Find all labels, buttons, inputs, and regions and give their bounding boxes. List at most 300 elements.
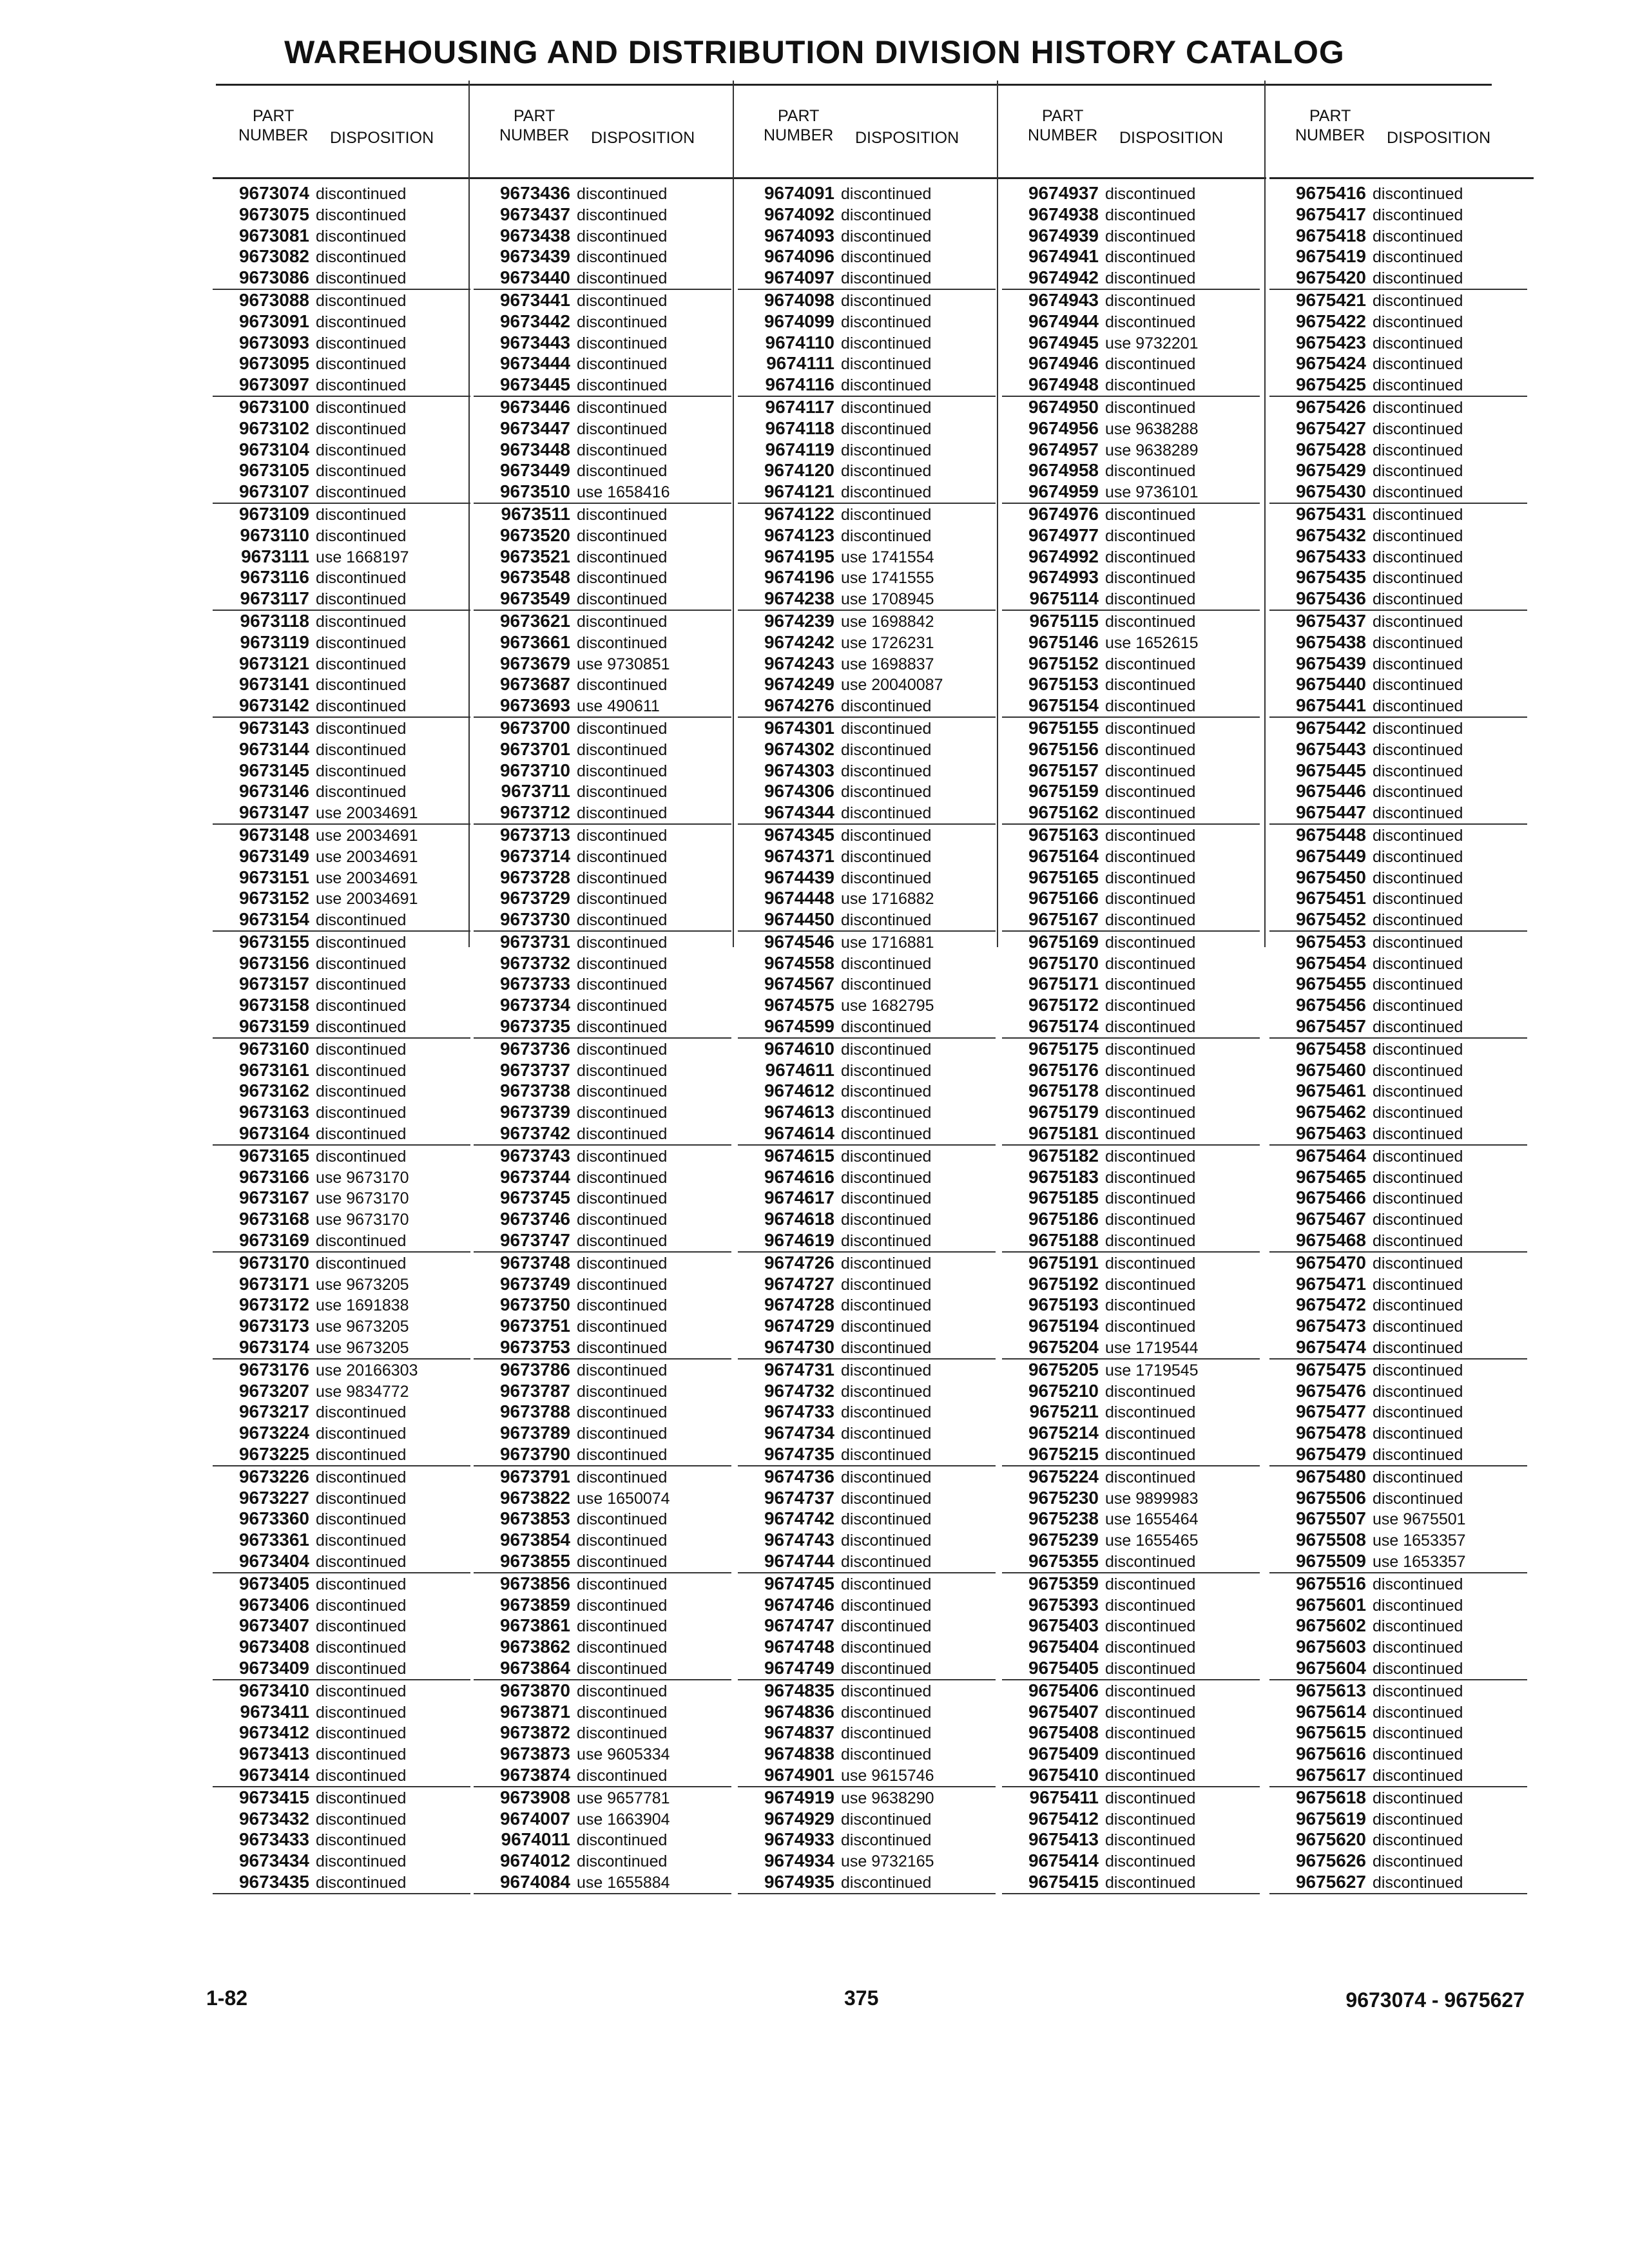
part-number: 9675420 (1295, 267, 1366, 288)
disposition: discontinued (316, 1040, 407, 1059)
disposition: use 9673170 (316, 1168, 409, 1187)
table-row (474, 1744, 731, 1765)
table-row (738, 760, 996, 782)
table-row (474, 1637, 731, 1658)
disposition: discontinued (316, 719, 407, 738)
part-number: 9675465 (1295, 1166, 1366, 1187)
disposition: discontinued (841, 291, 932, 310)
disposition: discontinued (316, 1596, 407, 1615)
table-row (1002, 311, 1260, 332)
table-row (213, 1360, 470, 1381)
part-number: 9673086 (238, 267, 309, 288)
part-number: 9673082 (238, 246, 309, 267)
part-number: 9674957 (1028, 439, 1099, 459)
disposition: use 1650074 (577, 1489, 670, 1508)
part-number: 9673145 (238, 760, 309, 780)
part-number: 9675167 (1028, 909, 1099, 930)
table-row (738, 1423, 996, 1444)
part-number: 9675452 (1295, 909, 1366, 930)
disposition: discontinued (841, 419, 932, 438)
disposition: discontinued (316, 655, 407, 673)
disposition: discontinued (841, 1232, 932, 1251)
table-row (738, 1744, 996, 1765)
disposition: discontinued (1105, 1468, 1196, 1486)
part-number: 9675155 (1028, 717, 1099, 738)
table-row (1269, 1167, 1527, 1188)
table-row (738, 695, 996, 716)
disposition: discontinued (316, 185, 407, 203)
part-number: 9675626 (1295, 1850, 1366, 1871)
disposition: discontinued (316, 1403, 407, 1422)
disposition: discontinued (316, 612, 407, 631)
part-number: 9674450 (764, 909, 834, 930)
row-group (1269, 825, 1527, 932)
table-row (474, 674, 731, 695)
table-row (738, 1488, 996, 1509)
table-row (738, 974, 996, 995)
part-number: 9674119 (765, 439, 834, 459)
part-number: 9675157 (1028, 760, 1099, 780)
disposition: discontinued (577, 1403, 668, 1422)
part-number: 9674371 (764, 845, 834, 866)
row-group (213, 1466, 470, 1573)
table-row (213, 1146, 470, 1167)
part-number-header: PART NUMBER (764, 107, 834, 144)
disposition: discontinued (577, 911, 668, 930)
part-number: 9675449 (1295, 845, 1366, 866)
part-number: 9675454 (1295, 952, 1366, 973)
part-number: 9673445 (499, 374, 570, 395)
disposition: use 20034691 (316, 847, 418, 866)
disposition: discontinued (1105, 1789, 1196, 1807)
disposition: discontinued (1373, 1489, 1463, 1508)
disposition: discontinued (577, 462, 668, 481)
page-number: 375 (844, 1986, 879, 2010)
disposition: discontinued (1373, 1852, 1463, 1871)
table-row (1002, 953, 1260, 974)
table-row (213, 1744, 470, 1765)
disposition: use 1652615 (1105, 633, 1199, 652)
part-number: 9673433 (238, 1829, 309, 1850)
part-number: 9674117 (765, 396, 834, 417)
table-row (1002, 1423, 1260, 1444)
table-row (738, 1230, 996, 1251)
table-row (738, 397, 996, 418)
part-number: 9675466 (1295, 1187, 1366, 1208)
table-row (474, 311, 731, 332)
part-number: 9674937 (1028, 183, 1099, 203)
table-row (1269, 1765, 1527, 1786)
part-number: 9673734 (499, 995, 570, 1015)
disposition: discontinued (841, 1339, 932, 1358)
part-number: 9674735 (764, 1444, 834, 1465)
row-group (1269, 1146, 1527, 1253)
table-row (474, 1595, 731, 1616)
row-group (1002, 183, 1260, 290)
disposition: discontinued (1105, 1211, 1196, 1229)
table-row (1002, 1466, 1260, 1488)
row-group (474, 1466, 731, 1573)
table-row (738, 226, 996, 247)
disposition: discontinued (841, 1382, 932, 1401)
disposition: discontinued (1105, 1275, 1196, 1294)
disposition: discontinued (841, 227, 932, 245)
part-number: 9674302 (764, 738, 834, 759)
disposition: discontinued (316, 1682, 407, 1700)
part-number: 9674837 (764, 1722, 834, 1743)
part-number: 9675450 (1295, 867, 1366, 887)
table-row (1002, 1123, 1260, 1144)
part-number: 9675445 (1295, 760, 1366, 780)
disposition: discontinued (1373, 462, 1463, 481)
disposition: discontinued (1373, 355, 1463, 374)
table-row (1269, 1316, 1527, 1337)
disposition: discontinued (841, 355, 932, 374)
table-row (474, 353, 731, 374)
part-number: 9674935 (764, 1871, 834, 1892)
disposition: discontinued (1373, 1189, 1463, 1208)
disposition: discontinued (1373, 1339, 1463, 1358)
part-number: 9675421 (1295, 289, 1366, 310)
disposition: use 20040087 (841, 676, 943, 695)
disposition: discontinued (1105, 185, 1196, 203)
part-number: 9675463 (1295, 1123, 1366, 1144)
disposition: discontinued (841, 1510, 932, 1529)
part-number: 9674546 (764, 931, 834, 952)
disposition: discontinued (1373, 441, 1463, 459)
table-row (474, 397, 731, 418)
table-row (474, 588, 731, 610)
part-number: 9674243 (764, 653, 834, 673)
table-row (1002, 1530, 1260, 1551)
disposition: discontinued (1373, 334, 1463, 352)
table-row (474, 825, 731, 846)
disposition: discontinued (1373, 1147, 1463, 1166)
disposition: discontinued (577, 612, 668, 631)
disposition: discontinued (1373, 933, 1463, 952)
table-row (1269, 611, 1527, 632)
part-number: 9675508 (1295, 1530, 1366, 1550)
disposition: discontinued (577, 590, 668, 609)
part-number: 9673409 (238, 1657, 309, 1678)
table-row (1269, 1658, 1527, 1679)
disposition: discontinued (841, 1468, 932, 1486)
part-number: 9675476 (1295, 1380, 1366, 1401)
column-header (738, 87, 1002, 179)
disposition: discontinued (1105, 1873, 1196, 1892)
disposition: use 9675501 (1373, 1510, 1466, 1529)
table-row (213, 481, 470, 503)
table-row (474, 1039, 731, 1060)
disposition: discontinued (316, 1810, 407, 1829)
table-row (474, 1423, 731, 1444)
row-group (213, 290, 470, 397)
table-row (1269, 1530, 1527, 1551)
disposition: discontinued (1105, 612, 1196, 631)
part-number: 9675407 (1028, 1701, 1099, 1722)
disposition: use 1691838 (316, 1296, 409, 1315)
part-number: 9673226 (238, 1466, 309, 1486)
part-number: 9675204 (1028, 1337, 1099, 1358)
table-row (1002, 1787, 1260, 1809)
part-number: 9675615 (1295, 1722, 1366, 1743)
disposition: discontinued (316, 1018, 407, 1037)
part-number: 9673159 (238, 1016, 309, 1037)
table-row (213, 1209, 470, 1230)
part-number: 9675439 (1295, 653, 1366, 673)
part-number: 9675188 (1028, 1230, 1099, 1251)
disposition: discontinued (1373, 548, 1463, 566)
table-row (1002, 1573, 1260, 1595)
disposition: use 1716882 (841, 890, 934, 908)
part-number: 9673119 (240, 631, 309, 652)
disposition: discontinued (1373, 1382, 1463, 1401)
part-number: 9675408 (1028, 1722, 1099, 1743)
part-number: 9673710 (499, 760, 570, 780)
disposition: discontinued (316, 1831, 407, 1850)
disposition: use 1719545 (1105, 1361, 1199, 1379)
disposition: discontinued (316, 1873, 407, 1892)
part-number: 9674619 (764, 1230, 834, 1251)
disposition: discontinued (841, 1296, 932, 1315)
row-group (1269, 290, 1527, 397)
part-number: 9674110 (765, 332, 834, 352)
part-number-header: PART NUMBER (1028, 107, 1098, 144)
table-row (1269, 825, 1527, 846)
disposition: discontinued (577, 1254, 668, 1273)
table-row (213, 1123, 470, 1144)
part-number: 9675464 (1295, 1145, 1366, 1166)
table-row (474, 183, 731, 204)
disposition: discontinued (1105, 1575, 1196, 1593)
part-number: 9673731 (499, 931, 570, 952)
table-row (1269, 1637, 1527, 1658)
disposition: discontinued (1373, 890, 1463, 908)
part-number: 9675474 (1295, 1337, 1366, 1358)
disposition: discontinued (577, 355, 668, 374)
disposition: discontinued (841, 1361, 932, 1379)
part-number: 9673448 (499, 439, 570, 459)
table-row (738, 1167, 996, 1188)
part-number: 9673750 (499, 1294, 570, 1315)
row-group (474, 397, 731, 504)
table-row (738, 1123, 996, 1144)
disposition-header: DISPOSITION (1387, 129, 1491, 147)
table-row (474, 1274, 731, 1295)
part-number: 9674934 (764, 1850, 834, 1871)
part-number: 9673872 (499, 1722, 570, 1743)
part-number: 9674613 (764, 1102, 834, 1122)
part-number: 9675604 (1295, 1657, 1366, 1678)
part-number: 9675462 (1295, 1102, 1366, 1122)
disposition: discontinued (1373, 911, 1463, 930)
disposition: discontinued (1105, 740, 1196, 759)
disposition: discontinued (577, 1296, 668, 1315)
table-row (213, 1274, 470, 1295)
disposition: use 1698842 (841, 612, 934, 631)
part-number: 9675603 (1295, 1637, 1366, 1657)
disposition: discontinued (1373, 1061, 1463, 1080)
part-number: 9673412 (238, 1722, 309, 1743)
disposition: discontinued (1373, 1018, 1463, 1037)
part-number: 9673152 (238, 888, 309, 908)
part-number: 9673146 (238, 781, 309, 802)
column-divider (733, 81, 734, 947)
part-number: 9674732 (764, 1380, 834, 1401)
row-group (474, 932, 731, 1039)
part-number: 9673104 (238, 439, 309, 459)
part-number: 9675170 (1028, 952, 1099, 973)
disposition: discontinued (316, 483, 407, 502)
disposition: discontinued (1373, 1168, 1463, 1187)
table-row (474, 1829, 731, 1850)
row-group (1269, 397, 1527, 504)
part-number: 9675602 (1295, 1615, 1366, 1636)
disposition: discontinued (1373, 975, 1463, 994)
disposition: discontinued (316, 1254, 407, 1273)
disposition: discontinued (1105, 355, 1196, 374)
disposition: discontinued (577, 1596, 668, 1615)
part-number: 9673157 (238, 974, 309, 994)
table-row (738, 718, 996, 739)
disposition: use 1719544 (1105, 1339, 1199, 1358)
part-number: 9675423 (1295, 332, 1366, 352)
disposition: use 9673205 (316, 1318, 409, 1336)
part-number: 9675224 (1028, 1466, 1099, 1486)
row-group (1269, 504, 1527, 611)
table-row (1269, 1423, 1527, 1444)
disposition: discontinued (1105, 847, 1196, 866)
table-row (213, 953, 470, 974)
disposition: discontinued (316, 227, 407, 245)
part-number: 9675179 (1028, 1102, 1099, 1122)
table-row (1002, 674, 1260, 695)
row-group (213, 183, 470, 290)
table-row (738, 1765, 996, 1786)
disposition: discontinued (841, 462, 932, 481)
disposition: discontinued (1105, 1040, 1196, 1059)
disposition: discontinued (577, 505, 668, 524)
disposition: discontinued (577, 1232, 668, 1251)
table-row (213, 1423, 470, 1444)
part-number: 9675627 (1295, 1871, 1366, 1892)
part-number: 9674919 (764, 1787, 834, 1807)
part-number: 9674743 (764, 1530, 834, 1550)
table-row (1269, 1360, 1527, 1381)
part-number: 9674729 (764, 1316, 834, 1336)
part-number: 9675442 (1295, 717, 1366, 738)
row-group (738, 1466, 996, 1573)
disposition: discontinued (316, 1082, 407, 1101)
part-number: 9675174 (1028, 1016, 1099, 1037)
row-group (213, 1360, 470, 1466)
part-number: 9674929 (764, 1808, 834, 1829)
disposition: discontinued (841, 1040, 932, 1059)
row-group (213, 504, 470, 611)
table-row (474, 611, 731, 632)
disposition: discontinued (1373, 719, 1463, 738)
table-row (474, 1167, 731, 1188)
table-row (1002, 1551, 1260, 1572)
table-row (1002, 802, 1260, 823)
part-number: 9675428 (1295, 439, 1366, 459)
table-row (1269, 1123, 1527, 1144)
part-number: 9675410 (1028, 1764, 1099, 1785)
disposition: discontinued (577, 1766, 668, 1785)
part-number: 9673687 (499, 674, 570, 695)
part-number: 9673749 (499, 1273, 570, 1294)
row-group (1002, 397, 1260, 504)
table-row (1002, 567, 1260, 588)
disposition: discontinued (316, 334, 407, 352)
disposition: use 9673170 (316, 1211, 409, 1229)
disposition: discontinued (841, 1082, 932, 1101)
part-number: 9675176 (1028, 1059, 1099, 1080)
part-number: 9674614 (764, 1123, 834, 1144)
part-number: 9673163 (238, 1102, 309, 1122)
disposition: discontinued (1105, 1254, 1196, 1273)
part-number: 9675455 (1295, 974, 1366, 994)
disposition: use 20034691 (316, 890, 418, 908)
disposition: discontinued (1105, 291, 1196, 310)
part-number: 9674976 (1028, 503, 1099, 524)
part-number: 9673787 (499, 1380, 570, 1401)
row-group (474, 1039, 731, 1146)
disposition: discontinued (841, 1211, 932, 1229)
disposition: discontinued (1373, 1745, 1463, 1764)
table-row (738, 1466, 996, 1488)
part-number: 9674746 (764, 1594, 834, 1615)
part-number: 9673449 (499, 460, 570, 481)
disposition: discontinued (577, 1617, 668, 1636)
part-number: 9675359 (1028, 1573, 1099, 1593)
table-row (1002, 546, 1260, 568)
part-number: 9674617 (764, 1187, 834, 1208)
table-row (1269, 1488, 1527, 1509)
part-number: 9673173 (238, 1316, 309, 1336)
table-row (738, 460, 996, 481)
table-row (213, 802, 470, 823)
table-row (213, 439, 470, 461)
part-number: 9675425 (1295, 374, 1366, 395)
disposition: discontinued (316, 248, 407, 267)
part-number: 9674575 (764, 995, 834, 1015)
part-number: 9675406 (1028, 1680, 1099, 1700)
table-row (1269, 246, 1527, 267)
row-group (1269, 718, 1527, 825)
table-row (1002, 397, 1260, 418)
table-row (1002, 439, 1260, 461)
part-number: 9675178 (1028, 1081, 1099, 1101)
part-number: 9673693 (499, 695, 570, 716)
table-row (474, 1508, 731, 1530)
part-number: 9673737 (499, 1059, 570, 1080)
table-row (474, 1488, 731, 1509)
part-number: 9675191 (1028, 1252, 1099, 1273)
part-number: 9675355 (1028, 1551, 1099, 1571)
table-row (738, 1016, 996, 1037)
disposition: discontinued (1373, 483, 1463, 502)
part-number: 9675479 (1295, 1444, 1366, 1465)
part-number: 9675186 (1028, 1209, 1099, 1229)
part-number: 9674944 (1028, 311, 1099, 331)
part-number: 9673415 (238, 1787, 309, 1807)
column-header (1269, 87, 1534, 179)
part-number: 9674239 (764, 610, 834, 631)
table-row (738, 481, 996, 503)
table-row (738, 1102, 996, 1123)
table-row (1269, 332, 1527, 354)
